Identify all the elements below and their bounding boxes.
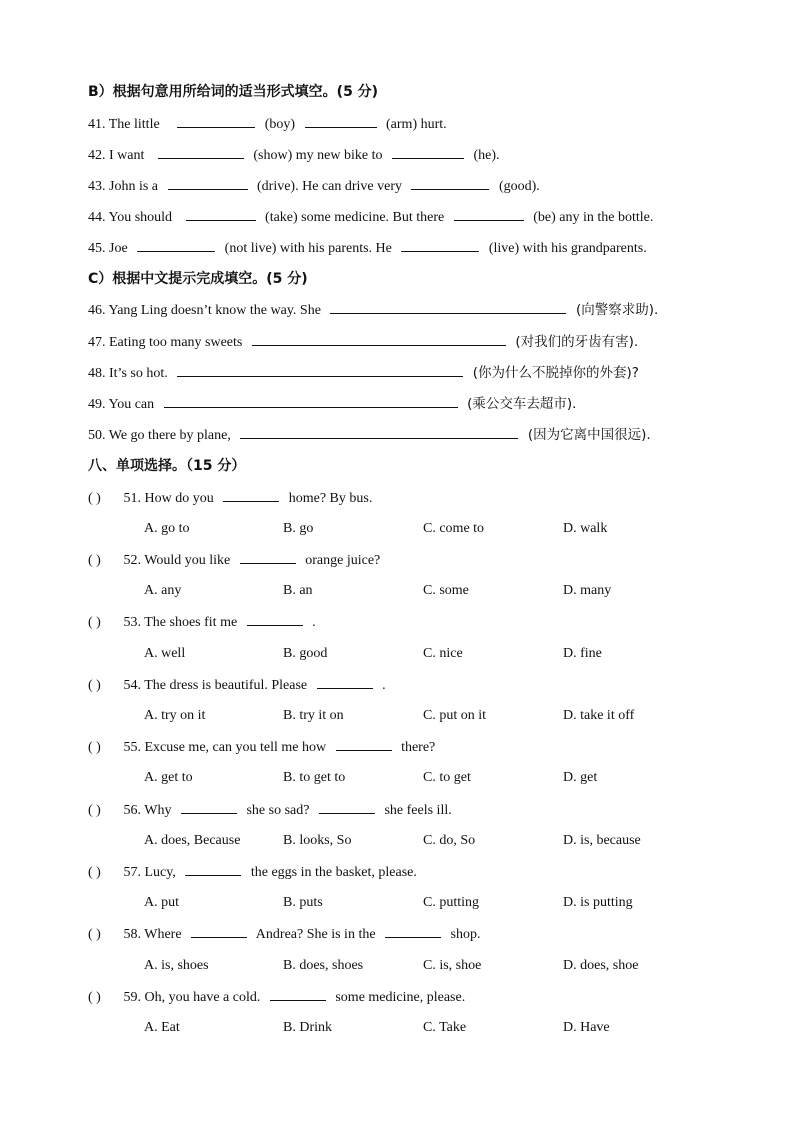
section-b-title: B）根据句意用所给词的适当形式填空。(5 分): [88, 84, 379, 100]
item-43-hint-1: (drive). He can drive very: [257, 179, 402, 194]
item-44-hint-2: (be) any in the bottle.: [533, 210, 654, 225]
option-d[interactable]: D. Have: [563, 1020, 610, 1035]
option-a[interactable]: A. is, shoes: [144, 958, 209, 973]
answer-paren[interactable]: ( ): [88, 553, 101, 568]
answer-paren[interactable]: ( ): [88, 615, 101, 630]
item-42: [88, 146, 500, 165]
answer-paren[interactable]: ( ): [88, 990, 101, 1005]
item-50-hint: (因为它离中国很远).: [527, 427, 651, 443]
item-43-blank-1[interactable]: [168, 177, 248, 190]
item-41-blank-2[interactable]: [305, 115, 377, 128]
option-c[interactable]: C. putting: [423, 895, 480, 910]
question-53: [88, 613, 316, 632]
question-58-text-2: Andrea? She is in the: [255, 927, 376, 942]
option-c[interactable]: C. put on it: [423, 708, 487, 723]
item-42-hint-1: (show) my new bike to: [253, 148, 383, 163]
item-48-blank[interactable]: [177, 364, 463, 377]
answer-paren[interactable]: ( ): [88, 678, 101, 693]
item-42-hint-2: (he).: [473, 148, 500, 163]
item-41-number: 41.: [88, 117, 106, 132]
question-58-blank-2: [385, 925, 441, 938]
question-51: [88, 489, 372, 508]
item-49-blank[interactable]: [164, 395, 458, 408]
option-b[interactable]: B. an: [283, 583, 313, 598]
question-53-text-1: 53. The shoes fit me: [123, 615, 238, 630]
question-52-text-2: orange juice?: [305, 553, 381, 568]
item-47: [88, 333, 638, 352]
item-48-hint: (你为什么不脱掉你的外套)?: [472, 365, 639, 381]
item-43-prefix: John is a: [109, 179, 158, 194]
question-51-blank: [223, 489, 279, 502]
question-57-text-1: 57. Lucy,: [123, 865, 176, 880]
item-41: [88, 115, 447, 134]
item-45-prefix: Joe: [109, 241, 128, 256]
item-46-text: 46. Yang Ling doesn’t know the way. She: [88, 303, 321, 318]
item-42-prefix: I want: [109, 148, 145, 163]
question-55-text-2: there?: [401, 740, 436, 755]
question-59-text-2: some medicine, please.: [335, 990, 466, 1005]
item-49-hint: (乘公交车去超市).: [467, 396, 577, 412]
option-a[interactable]: A. does, Because: [144, 833, 241, 848]
answer-paren[interactable]: ( ): [88, 927, 101, 942]
question-54: [88, 676, 386, 695]
question-57: [88, 863, 417, 882]
item-44-prefix: You should: [108, 210, 173, 225]
question-55: [88, 738, 435, 757]
question-52-blank: [240, 551, 296, 564]
question-56-blank-1: [181, 801, 237, 814]
item-45-blank-1[interactable]: [137, 239, 215, 252]
item-50: [88, 426, 651, 445]
question-56-text-1: 56. Why: [123, 803, 172, 818]
item-45-hint-2: (live) with his grandparents.: [488, 241, 647, 256]
option-c[interactable]: C. do, So: [423, 833, 476, 848]
option-a[interactable]: A. well: [144, 646, 186, 661]
item-43-hint-2: (good).: [498, 179, 540, 194]
item-48: [88, 364, 639, 383]
option-b[interactable]: B. does, shoes: [283, 958, 364, 973]
option-c[interactable]: C. nice: [423, 646, 463, 661]
section-c-title: C）根据中文提示完成填空。(5 分): [88, 271, 308, 287]
option-b[interactable]: B. looks, So: [283, 833, 352, 848]
question-56-blank-2: [319, 801, 375, 814]
item-47-hint: (对我们的牙齿有害).: [515, 334, 639, 350]
item-42-blank-2[interactable]: [392, 146, 464, 159]
option-d[interactable]: D. get: [563, 770, 598, 785]
item-50-text: 50. We go there by plane,: [88, 428, 231, 443]
option-c[interactable]: C. to get: [423, 770, 471, 785]
item-45: [88, 239, 647, 258]
option-b[interactable]: B. puts: [283, 895, 323, 910]
item-48-text: 48. It’s so hot.: [88, 366, 168, 381]
item-45-blank-2[interactable]: [401, 239, 479, 252]
option-b[interactable]: B. Drink: [283, 1020, 332, 1035]
question-54-text-2: .: [382, 678, 386, 693]
option-d[interactable]: D. is putting: [563, 895, 633, 910]
question-57-blank: [185, 863, 241, 876]
item-41-hint-1: (boy): [264, 117, 296, 132]
option-a[interactable]: A. try on it: [144, 708, 206, 723]
item-44: [88, 208, 653, 227]
item-46-blank[interactable]: [330, 301, 566, 314]
question-53-blank: [247, 613, 303, 626]
question-51-text-2: home? By bus.: [288, 491, 373, 506]
question-58-blank-1: [191, 925, 247, 938]
question-58: [88, 925, 481, 944]
question-59-text-1: 59. Oh, you have a cold.: [123, 990, 261, 1005]
option-b[interactable]: B. try it on: [283, 708, 344, 723]
option-a[interactable]: A. get to: [144, 770, 193, 785]
question-51-text-1: 51. How do you: [123, 491, 214, 506]
question-56-text-2: she so sad?: [246, 803, 310, 818]
option-c[interactable]: C. come to: [423, 521, 485, 536]
item-46-hint: (向警察求助).: [575, 302, 659, 318]
item-41-hint-2: (arm) hurt.: [386, 117, 447, 132]
option-d[interactable]: D. walk: [563, 521, 608, 536]
option-a[interactable]: A. Eat: [144, 1020, 180, 1035]
option-d[interactable]: D. take it off: [563, 708, 635, 723]
section-8-title: 八、单项选择。（15 分）: [88, 458, 246, 474]
option-a[interactable]: A. any: [144, 583, 182, 598]
question-59: [88, 988, 465, 1007]
option-c[interactable]: C. Take: [423, 1020, 467, 1035]
answer-paren[interactable]: ( ): [88, 803, 101, 818]
question-57-text-2: the eggs in the basket, please.: [250, 865, 417, 880]
item-43-number: 43.: [88, 179, 106, 194]
question-59-blank: [270, 988, 326, 1001]
item-47-text: 47. Eating too many sweets: [88, 335, 243, 350]
option-b[interactable]: B. go: [283, 521, 314, 536]
item-41-prefix: The little: [108, 117, 160, 132]
item-47-blank[interactable]: [252, 333, 506, 346]
item-50-blank[interactable]: [240, 426, 518, 439]
option-d[interactable]: D. many: [563, 583, 612, 598]
question-52-text-1: 52. Would you like: [123, 553, 231, 568]
item-45-number: 45.: [88, 241, 106, 256]
option-a[interactable]: A. put: [144, 895, 179, 910]
option-b[interactable]: B. good: [283, 646, 328, 661]
item-46: [88, 301, 658, 320]
option-c[interactable]: C. is, shoe: [423, 958, 482, 973]
option-b[interactable]: B. to get to: [283, 770, 346, 785]
option-d[interactable]: D. fine: [563, 646, 602, 661]
question-52: [88, 551, 380, 570]
question-55-text-1: 55. Excuse me, can you tell me how: [123, 740, 327, 755]
question-54-text-1: 54. The dress is beautiful. Please: [123, 678, 308, 693]
question-56: [88, 801, 452, 820]
question-55-blank: [336, 738, 392, 751]
item-49-text: 49. You can: [88, 397, 155, 412]
question-53-text-2: .: [312, 615, 316, 630]
question-54-blank: [317, 676, 373, 689]
item-49: [88, 395, 576, 414]
item-42-number: 42.: [88, 148, 106, 163]
item-44-number: 44.: [88, 210, 106, 225]
item-42-blank-1[interactable]: [158, 146, 244, 159]
item-44-blank-2[interactable]: [454, 208, 524, 221]
question-58-text-3: shop.: [450, 927, 481, 942]
item-43: [88, 177, 540, 196]
option-d[interactable]: D. is, because: [563, 833, 641, 848]
answer-paren[interactable]: ( ): [88, 740, 101, 755]
item-45-hint-1: (not live) with his parents. He: [224, 241, 392, 256]
question-58-text-1: 58. Where: [123, 927, 182, 942]
answer-paren[interactable]: ( ): [88, 865, 101, 880]
option-a[interactable]: A. go to: [144, 521, 190, 536]
answer-paren[interactable]: ( ): [88, 491, 101, 506]
item-44-hint-1: (take) some medicine. But there: [265, 210, 445, 225]
item-43-blank-2[interactable]: [411, 177, 489, 190]
option-d[interactable]: D. does, shoe: [563, 958, 639, 973]
question-56-text-3: she feels ill.: [384, 803, 452, 818]
item-44-blank-1[interactable]: [186, 208, 256, 221]
item-41-blank-1[interactable]: [177, 115, 255, 128]
option-c[interactable]: C. some: [423, 583, 469, 598]
